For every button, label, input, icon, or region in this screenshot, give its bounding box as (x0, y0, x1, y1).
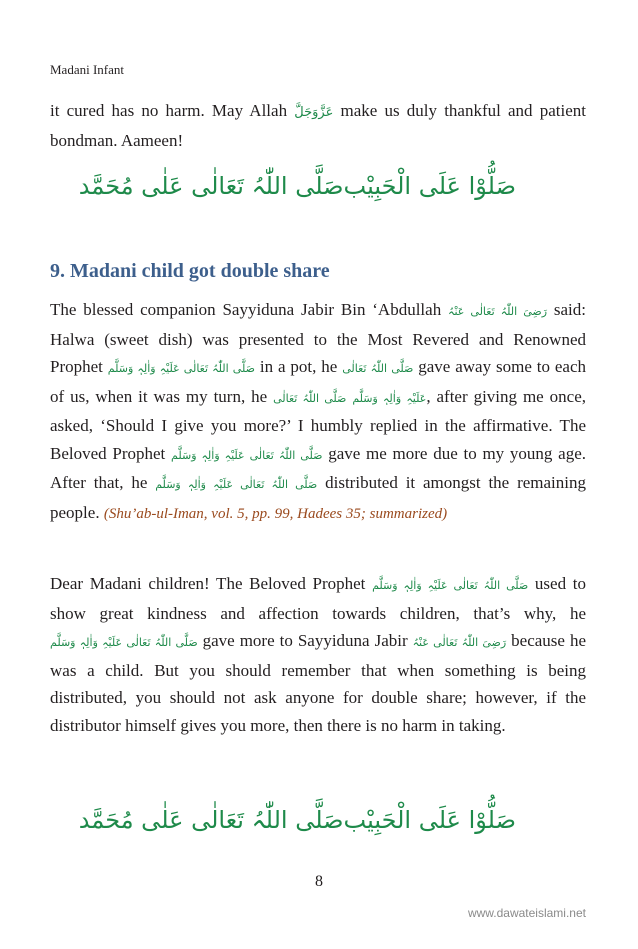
intro-text-1: it cured has no harm. May Allah (50, 101, 295, 120)
p1-honorific-1: رَضِیَ اللّٰہُ تَعَالٰی عَنْہُ (448, 305, 548, 318)
p2-honorific-1: صَلَّی اللّٰہُ تَعَالٰی عَلَیْہِ وَاٰلِہٖ وَسَلَّم (372, 579, 529, 592)
intro-paragraph (50, 97, 586, 154)
durood-right-1: صَلُّوْا عَلَی الْحَبِیْب (343, 172, 516, 200)
advice-paragraph (50, 570, 586, 739)
p1-honorific-2: صَلَّی اللّٰہُ تَعَالٰی عَلَیْہِ وَاٰلِہٖ وَسَلَّم (107, 362, 255, 375)
durood-left-2: صَلَّی اللّٰہُ تَعَالٰی عَلٰی مُحَمَّد (78, 806, 344, 834)
durood-line-1 (50, 172, 586, 200)
p1-honorific-6: صَلَّی اللّٰہُ تَعَالٰی عَلَیْہِ وَاٰلِہٖ وَسَلَّم (171, 448, 323, 462)
durood-left-1: صَلَّی اللّٰہُ تَعَالٰی عَلٰی مُحَمَّد (78, 172, 344, 200)
p1-text-5: , after giving me once, asked, ‘Should I give you more?’ I humbly replied in the affirmative. The Beloved Prophet (50, 386, 586, 463)
website-link[interactable]: www.dawateislami.net (467, 906, 586, 920)
p2-honorific-2: صَلَّی اللّٰہُ تَعَالٰی عَلَیْہِ وَاٰلِہٖ وَسَلَّم (50, 636, 198, 649)
p1-honorific-7: صَلَّی اللّٰہُ تَعَالٰی عَلَیْہِ وَاٰلِہٖ وَسَلَّم (155, 478, 318, 491)
intro-text-2: make us duly thankful and patient bondman. Aameen! (50, 101, 586, 150)
durood-line-2 (50, 806, 586, 834)
running-title: Madani Infant (50, 62, 125, 77)
hadith-paragraph (50, 296, 586, 528)
p1-honorific-4: صَلَّی اللّٰہُ تَعَالٰی (273, 391, 347, 405)
section-heading: 9. Madani child got double share (50, 260, 330, 282)
allah-honorific: عَزَّوَجَلَّ (294, 105, 334, 120)
p1-text-6: gave me more due to my young age. After that, he (50, 443, 586, 492)
hadith-reference: (Shu’ab-ul-Iman, vol. 5, pp. 99, Hadees 35; summarized) (103, 505, 448, 522)
page-number: 8 (315, 873, 323, 890)
p1-honorific-3: صَلَّی اللّٰہُ تَعَالٰی (342, 362, 414, 375)
p1-honorific-5: عَلَیْہِ وَاٰلِہٖ وَسَلَّم (352, 391, 427, 405)
p2-text-2: used to show great kindness and affection towards children, that’s why, he (50, 574, 586, 623)
p2-text-1: Dear Madani children! The Beloved Prophet (50, 574, 373, 593)
p1-text-4: gave away some to each of us, when it was my turn, he (50, 357, 586, 406)
p2-honorific-3: رَضِیَ اللّٰہُ تَعَالٰی عَنْہُ (412, 636, 507, 649)
p1-text-1: The blessed companion Sayyiduna Jabir Bin ‘Abdullah (50, 300, 449, 319)
p2-text-3: gave more to Sayyiduna Jabir (197, 631, 413, 650)
p2-text-4: because he was a child. But you should remember that when something is being distributed, you should not ask anyone for double share; however, if the distributor himself gives you more, then there is no harm in taking. (50, 631, 586, 735)
p1-text-2: said: Halwa (sweet dish) was presented to the Most Revered and Renowned Prophet (50, 300, 586, 376)
durood-right-2: صَلُّوْا عَلَی الْحَبِیْب (343, 806, 516, 834)
p1-text-3: in a pot, he (254, 357, 343, 376)
p1-text-7: distributed it amongst the remaining people. (50, 473, 587, 522)
